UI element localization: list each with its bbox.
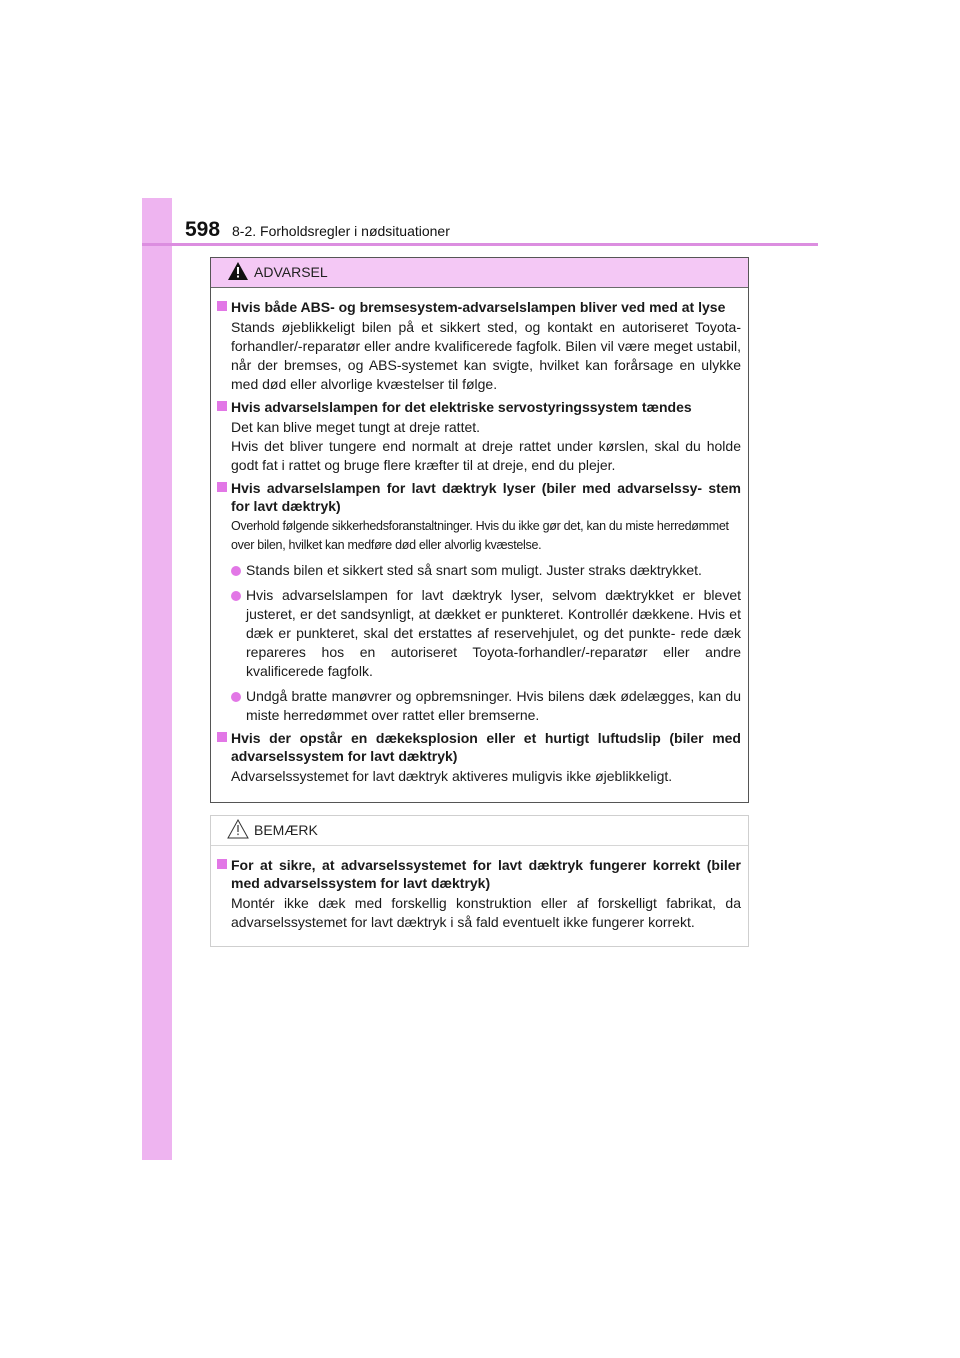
round-bullet-icon: [231, 692, 241, 702]
item-text: Hvis det bliver tungere end normalt at dreje rattet under kørslen, skal du holde godt fat i rattet og bruge flere kræfter til at dreje, end du plejer.: [231, 438, 741, 473]
square-bullet-icon: [217, 859, 227, 869]
bullet-text: Hvis advarselslampen for lavt dæktryk lyser, selvom dæktrykket er blevet justeret, er det sandsynligt, at dækket er punkteret. Kontrollér dækkene. Hvis et dæk er punkteret, skal det erstattes af reservehjulet, og det punkte- rede dæk repareres hos en autoriseret Toyota-forhandler/-reparatør eller andre kvalificerede fagfolk.: [246, 587, 741, 679]
list-item: [231, 586, 741, 681]
notice-header: [211, 816, 748, 846]
list-item: [231, 561, 741, 580]
bullet-text: Stands bilen et sikkert sted så snart som muligt. Juster straks dæktrykket.: [246, 562, 702, 578]
notice-box: [210, 815, 749, 947]
item-title: Hvis advarselslampen for lavt dæktryk lyser (biler med advarselssy- stem for lavt dæktryk): [231, 480, 741, 514]
item-text: Advarselssystemet for lavt dæktryk aktiveres muligvis ikke øjeblikkeligt.: [231, 768, 673, 784]
notice-body: [211, 846, 748, 932]
page-number: 598: [185, 218, 221, 241]
item-text: Overhold følgende sikkerhedsforanstaltninger. Hvis du ikke gør det, kan du miste herredømmet over bilen, hvilket kan medføre død eller alvorlig kvæstelse.: [231, 519, 729, 552]
section-title: 8-2. Forholdsregler i nødsituationer: [232, 223, 450, 239]
item-title: Hvis både ABS- og bremsesystem-advarselslampen bliver ved med at lyse: [231, 299, 726, 315]
warning-body: [211, 288, 748, 786]
warning-box: [210, 257, 749, 803]
square-bullet-icon: [217, 732, 227, 742]
round-bullet-icon: [231, 566, 241, 576]
warning-triangle-icon: [227, 261, 249, 281]
round-bullet-icon: [231, 591, 241, 601]
warning-item-power-steering: [217, 398, 741, 475]
notice-item-tire-system: [217, 856, 741, 932]
warning-title: ADVARSEL: [254, 264, 328, 280]
warning-item-tire-burst: [217, 729, 741, 786]
caution-triangle-icon: [227, 819, 249, 839]
item-text: Montér ikke dæk med forskellig konstruktion eller af forskelligt fabrikat, da advarselssystemet for lavt dæktryk i så fald eventuelt ikke fungerer korrekt.: [231, 895, 741, 930]
notice-title: BEMÆRK: [254, 822, 318, 838]
side-tab-bar: [142, 198, 172, 1160]
square-bullet-icon: [217, 482, 227, 492]
square-bullet-icon: [217, 401, 227, 411]
item-title: For at sikre, at advarselssystemet for lavt dæktryk fungerer korrekt (biler med advarselssystem for lavt dæktryk): [231, 857, 741, 891]
warning-item-tire-pressure: [217, 479, 741, 725]
bullet-text: Undgå bratte manøvrer og opbremsninger. Hvis bilens dæk ødelægges, kan du miste herredømmet over rattet eller bremserne.: [246, 688, 741, 723]
header-rule: [142, 243, 818, 246]
warning-item-abs: [217, 298, 741, 394]
list-item: [231, 687, 741, 725]
item-title: Hvis advarselslampen for det elektriske servostyringssystem tændes: [231, 399, 692, 415]
square-bullet-icon: [217, 301, 227, 311]
item-text: Stands øjeblikkeligt bilen på et sikkert sted, og kontakt en autoriseret Toyota-forhandler/-reparatør eller andre kvalificerede fagfolk. Bilen vil være meget ustabil, når der bremses, og ABS-systemet kan svigte, hvilket kan forårsage en ulykke med død eller alvorlige kvæstelser til følge.: [231, 319, 741, 392]
item-title: Hvis der opstår en dækeksplosion eller et hurtigt luftudslip (biler med advarselssystem for lavt dæktryk): [231, 730, 741, 764]
item-text: Det kan blive meget tungt at dreje rattet.: [231, 419, 481, 435]
warning-header: [211, 258, 748, 288]
